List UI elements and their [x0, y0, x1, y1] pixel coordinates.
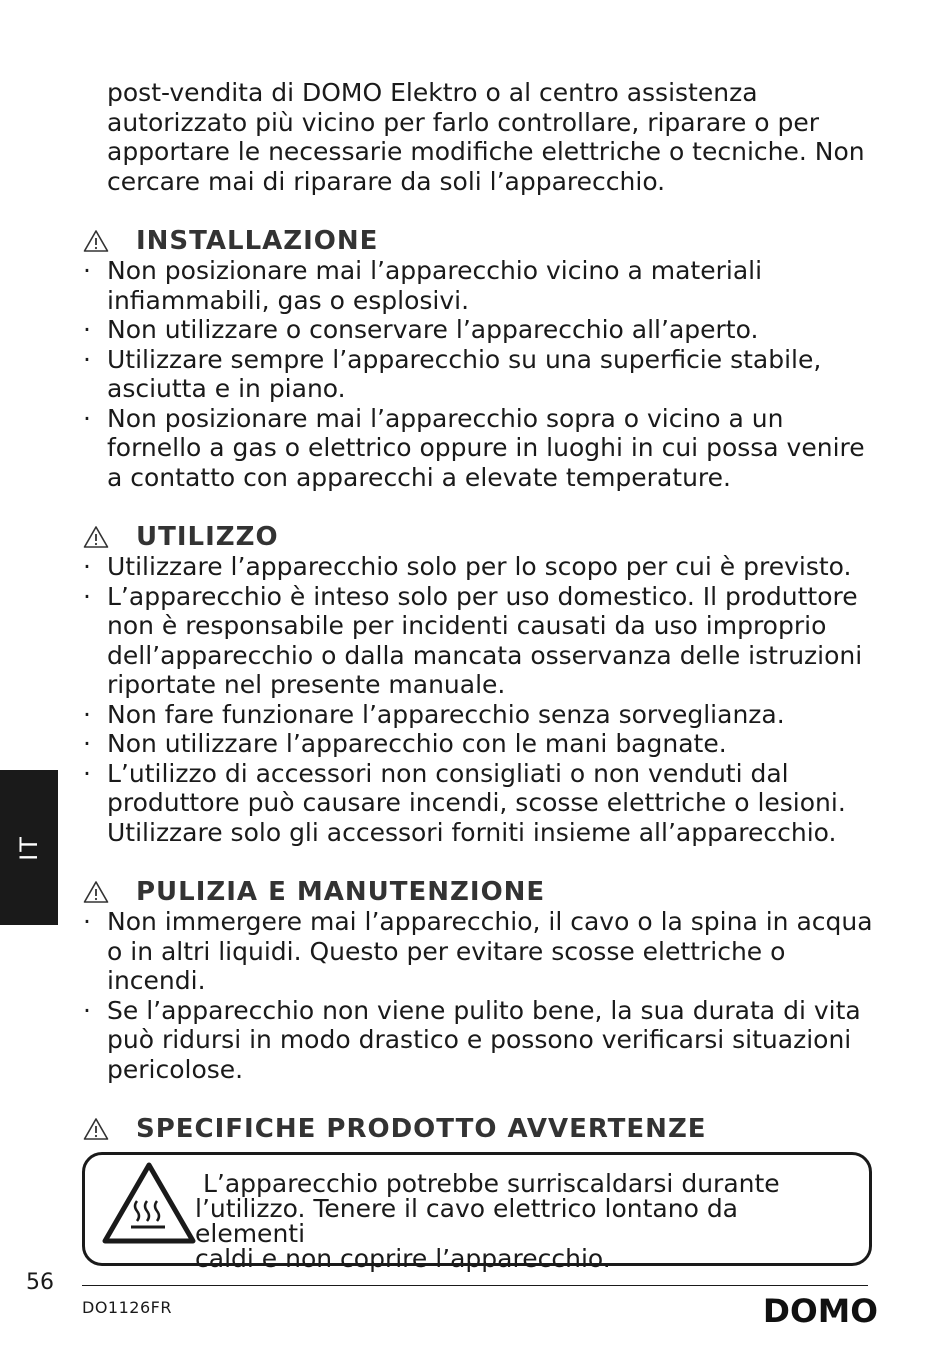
bullet: ·: [83, 581, 91, 611]
bullet: ·: [83, 403, 91, 433]
model-code: DO1126FR: [82, 1298, 172, 1317]
section-title: PULIZIA E MANUTENZIONE: [136, 877, 546, 907]
footer-divider: [82, 1285, 868, 1286]
warning-triangle-icon: [83, 1117, 109, 1141]
notice-text: [195, 1171, 855, 1271]
bullet-list: [80, 256, 880, 492]
brand-logo: DOMO: [762, 1292, 878, 1330]
bullet: ·: [83, 344, 91, 374]
list-item: [80, 582, 880, 700]
bullet-list: [80, 907, 880, 1084]
list-item-text: Non fare funzionare l’apparecchio senza sorveglianza.: [107, 699, 785, 729]
manual-content: [80, 78, 880, 1273]
bullet: ·: [83, 699, 91, 729]
list-item-text: L’apparecchio è inteso solo per uso domestico. Il produttore non è responsabile per incidenti causati da uso improprio dell’apparecchio o dalla mancata osservanza delle istruzioni riportate nel presente manuale.: [107, 581, 863, 699]
list-item: [80, 315, 880, 345]
list-item: [80, 996, 880, 1085]
notice-line: caldi e non coprire l’apparecchio.: [195, 1244, 611, 1273]
list-item: [80, 729, 880, 759]
section-title: UTILIZZO: [136, 522, 279, 552]
list-item: [80, 907, 880, 996]
list-item: [80, 700, 880, 730]
list-item-text: Non immergere mai l’apparecchio, il cavo o la spina in acqua o in altri liquidi. Questo per evitare scosse elettriche o incendi.: [107, 907, 873, 995]
warning-triangle-icon: [83, 880, 109, 904]
section-utilizzo: [80, 522, 880, 847]
warning-triangle-icon: [83, 525, 109, 549]
language-tab: [0, 770, 58, 925]
section-specifiche-prodotto-avvertenze: [80, 1114, 880, 1273]
intro-paragraph: post-vendita di DOMO Elektro o al centro assistenza autorizzato più vicino per farlo controllare, riparare o per apportare le necessarie modifiche elettriche o tecniche. Non cercare mai di riparare da soli l’apparecchio.: [107, 78, 865, 196]
list-item: [80, 759, 880, 848]
list-item-text: Utilizzare sempre l’apparecchio su una superficie stabile, asciutta e in piano.: [107, 344, 822, 403]
list-item-text: Non posizionare mai l’apparecchio vicino a materiali infiammabili, gas o esplosivi.: [107, 256, 763, 315]
list-item-text: Se l’apparecchio non viene pulito bene, la sua durata di vita può ridursi in modo drastico e possono verificarsi situazioni pericolose.: [107, 995, 861, 1084]
section-heading: [80, 1114, 880, 1144]
list-item-text: Utilizzare l’apparecchio solo per lo scopo per cui è previsto.: [107, 552, 852, 581]
section-installazione: [80, 226, 880, 492]
section-heading: [80, 877, 880, 907]
section-pulizia-e-manutenzione: [80, 877, 880, 1084]
page-number: 56: [26, 1270, 54, 1295]
section-title: INSTALLAZIONE: [136, 226, 379, 256]
list-item: [80, 552, 880, 582]
hot-surface-icon: [101, 1161, 197, 1247]
list-item: [80, 345, 880, 404]
warning-triangle-icon: [83, 229, 109, 253]
section-heading: [80, 226, 880, 256]
bullet: ·: [83, 758, 91, 788]
notice-line: l’utilizzo. Tenere il cavo elettrico lontano da elementi: [195, 1194, 739, 1248]
section-title: SPECIFICHE PRODOTTO AVVERTENZE: [136, 1114, 707, 1144]
notice-line: L’apparecchio potrebbe surriscaldarsi durante: [195, 1169, 780, 1198]
section-heading: [80, 522, 880, 552]
list-item-text: L’utilizzo di accessori non consigliati o non venduti dal produttore può causare incendi, scosse elettriche o lesioni. Utilizzare solo gli accessori forniti insieme all’apparecchio.: [107, 758, 846, 847]
hot-surface-notice-box: [82, 1152, 872, 1273]
bullet: ·: [83, 315, 91, 344]
list-item-text: Non posizionare mai l’apparecchio sopra o vicino a un fornello a gas o elettrico oppure in luoghi in cui possa venire a contatto con apparecchi a elevate temperature.: [107, 403, 865, 492]
bullet: ·: [83, 995, 91, 1025]
list-item: [80, 404, 880, 493]
list-item-text: Non utilizzare l’apparecchio con le mani bagnate.: [107, 729, 727, 758]
list-item-text: Non utilizzare o conservare l’apparecchio all’aperto.: [107, 315, 759, 344]
bullet: ·: [83, 552, 91, 581]
list-item: [80, 256, 880, 315]
bullet: ·: [83, 729, 91, 758]
language-tab-label: IT: [15, 834, 43, 861]
bullet-list: [80, 552, 880, 847]
bullet: ·: [83, 907, 91, 936]
bullet: ·: [83, 256, 91, 285]
